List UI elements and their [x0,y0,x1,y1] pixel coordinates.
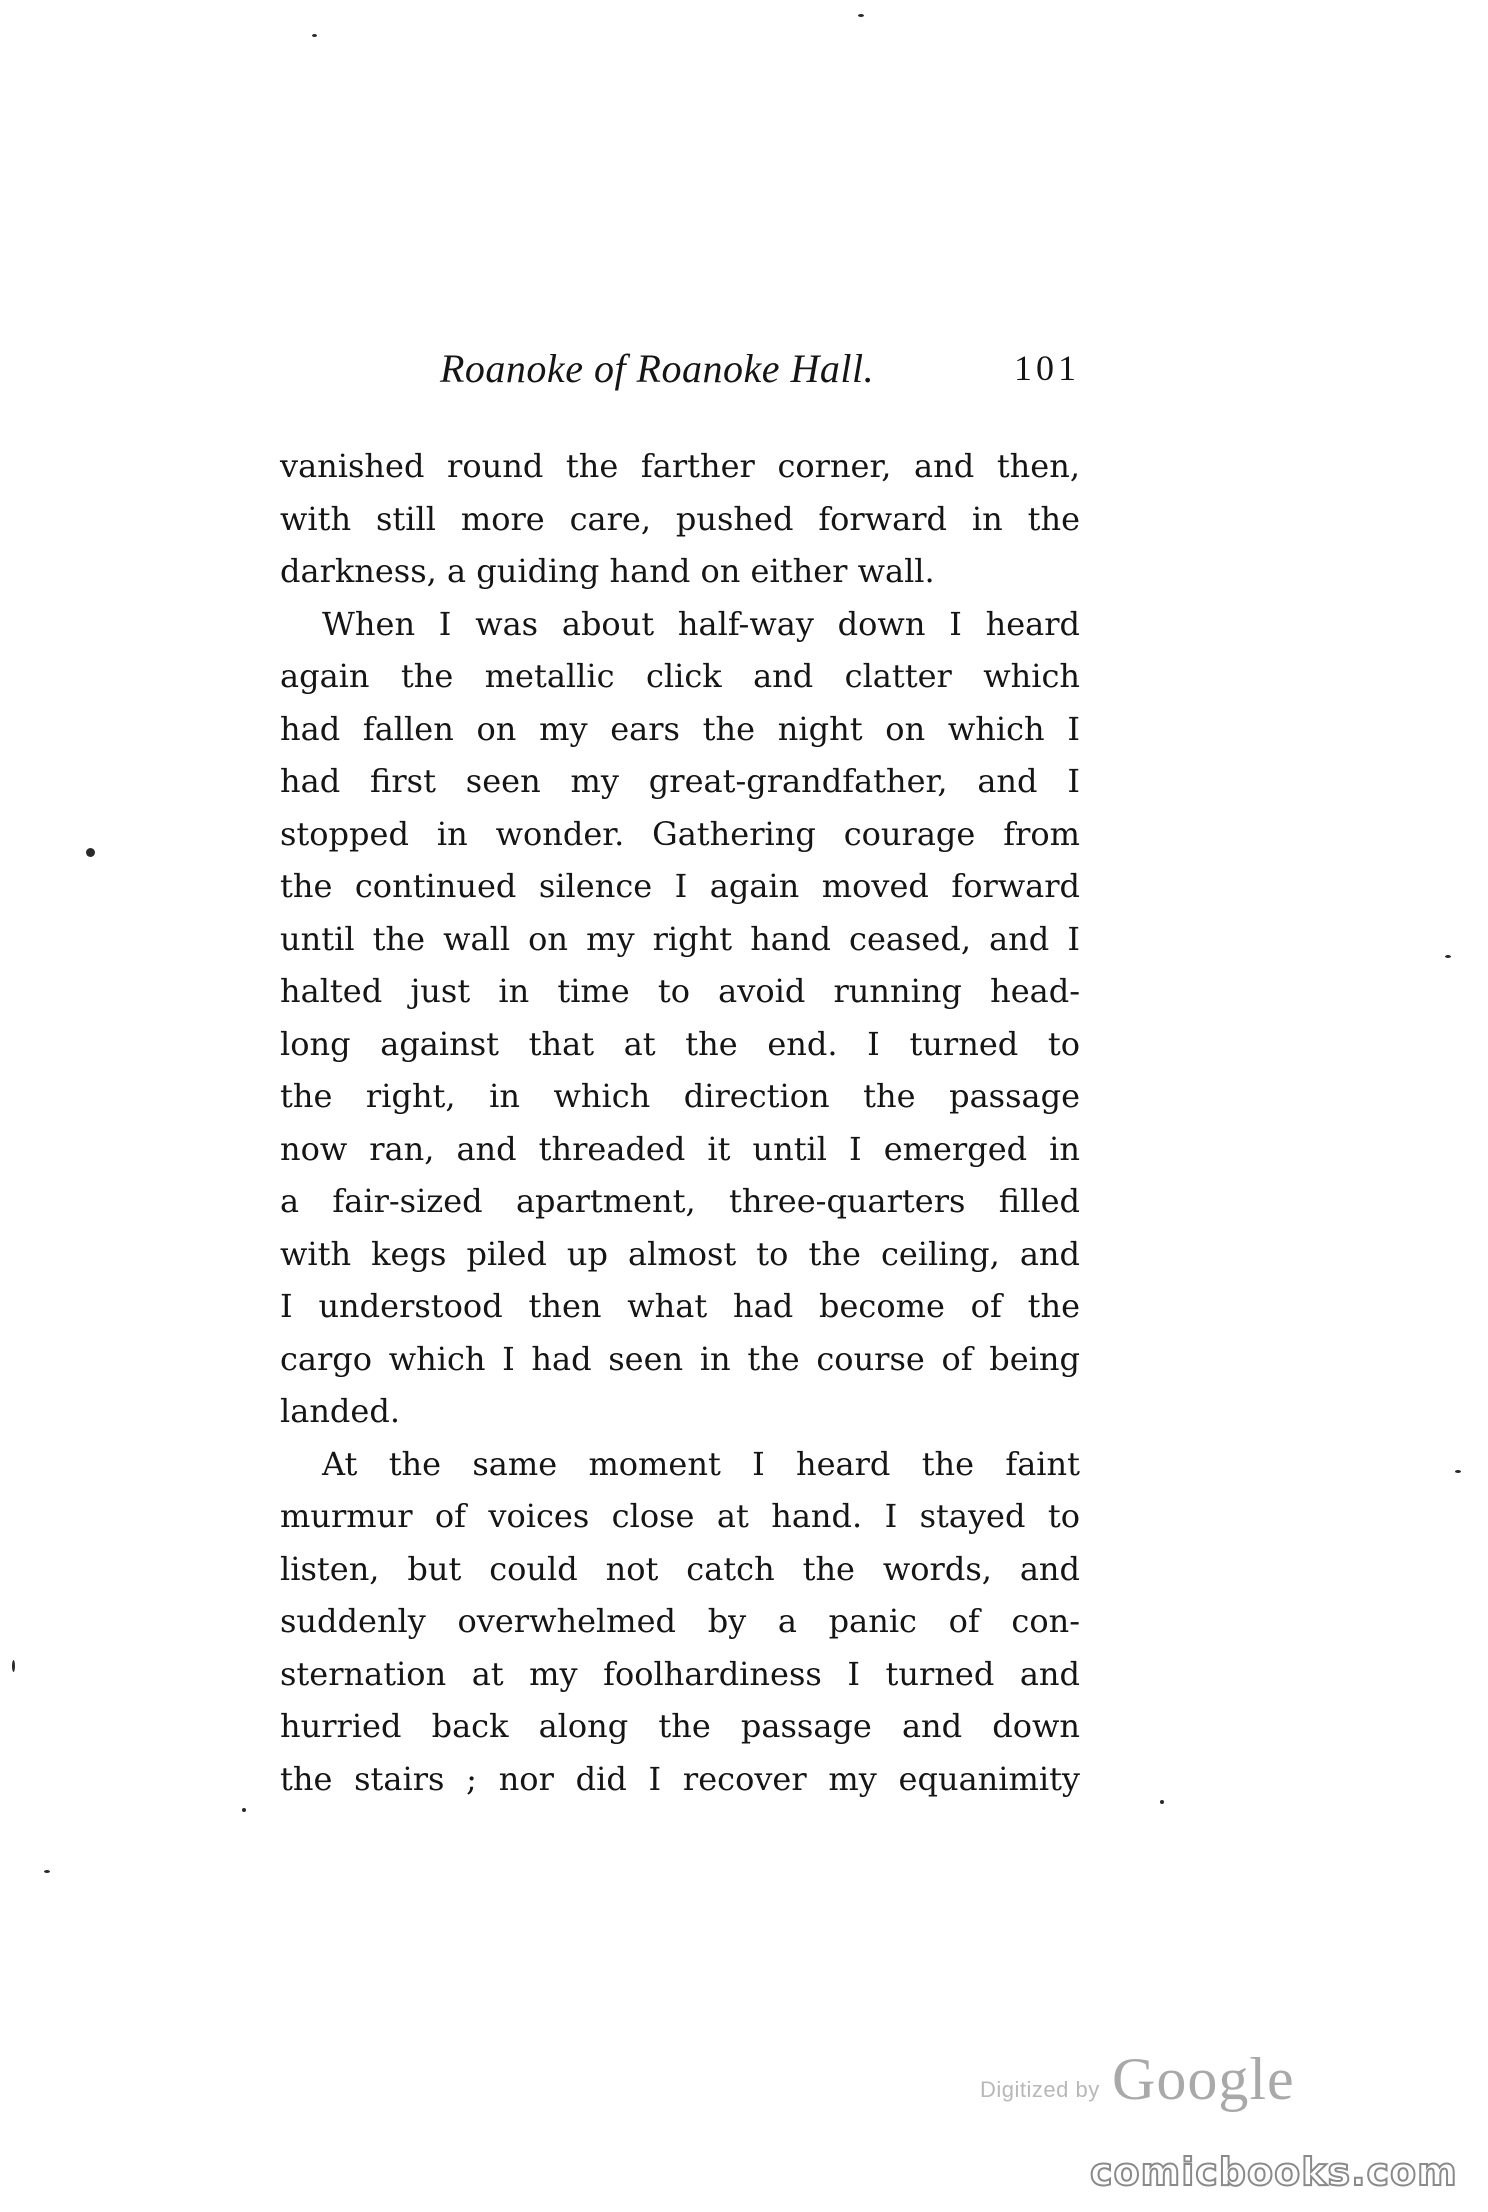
text-line: the right, in which direction the passage [280,1077,1080,1115]
digitized-by-label: Digitized by [980,2077,1100,2102]
text-line: sternation at my foolhardiness I turned and [280,1654,1080,1693]
text-line: the stairs ; nor did I recover my equanimity [280,1759,1080,1798]
scan-speck [44,1870,50,1873]
text-line: darkness, a guiding hand on either wall. [280,552,935,590]
paragraph-start-line: When I was about half-way down I heard [322,604,1080,643]
scan-speck [86,848,95,857]
text-line: a fair-sized apartment, three-quarters filled [280,1182,1080,1220]
paragraph-start-line: At the same moment I heard the faint [322,1444,1080,1483]
comicbooks-watermark: comicbooks.com [1090,2150,1458,2194]
running-title: Roanoke of Roanoke Hall. [440,346,875,391]
scan-speck [858,14,864,17]
digitized-by-google-mark [980,2045,1310,2115]
scan-speck [242,1808,246,1812]
google-logo: Google [1112,2046,1295,2112]
body-text [280,440,1080,1805]
text-line: long against that at the end. I turned to [280,1024,1080,1063]
text-line: had fallen on my ears the night on which I [280,709,1080,748]
text-line: halted just in time to avoid running head- [280,972,1080,1010]
text-line: with kegs piled up almost to the ceiling, and [280,1234,1080,1273]
text-line: cargo which I had seen in the course of being [280,1339,1080,1378]
text-line: now ran, and threaded it until I emerged in [280,1129,1080,1168]
text-line: again the metallic click and clatter which [280,657,1080,695]
text-line: landed. [280,1392,400,1430]
text-line: stopped in wonder. Gathering courage from [280,814,1080,853]
text-line: murmur of voices close at hand. I stayed to [280,1497,1080,1535]
text-line: with still more care, pushed forward in the [280,499,1080,538]
text-line: hurried back along the passage and down [280,1707,1080,1745]
text-line: the continued silence I again moved forward [280,867,1080,905]
scan-speck [1455,1470,1461,1473]
text-line: had first seen my great-grandfather, and I [280,762,1080,800]
text-line: I understood then what had become of the [280,1287,1080,1325]
scan-speck [1160,1800,1164,1804]
scan-speck [1445,955,1451,958]
scan-speck [12,1660,15,1672]
text-line: vanished round the farther corner, and then, [280,447,1080,485]
scan-speck [312,34,317,37]
running-head [280,345,1080,405]
text-line: listen, but could not catch the words, and [280,1549,1080,1588]
text-line: until the wall on my right hand ceased, and I [280,919,1080,958]
text-line: suddenly overwhelmed by a panic of con- [280,1602,1080,1640]
page-number: 101 [1014,348,1080,388]
